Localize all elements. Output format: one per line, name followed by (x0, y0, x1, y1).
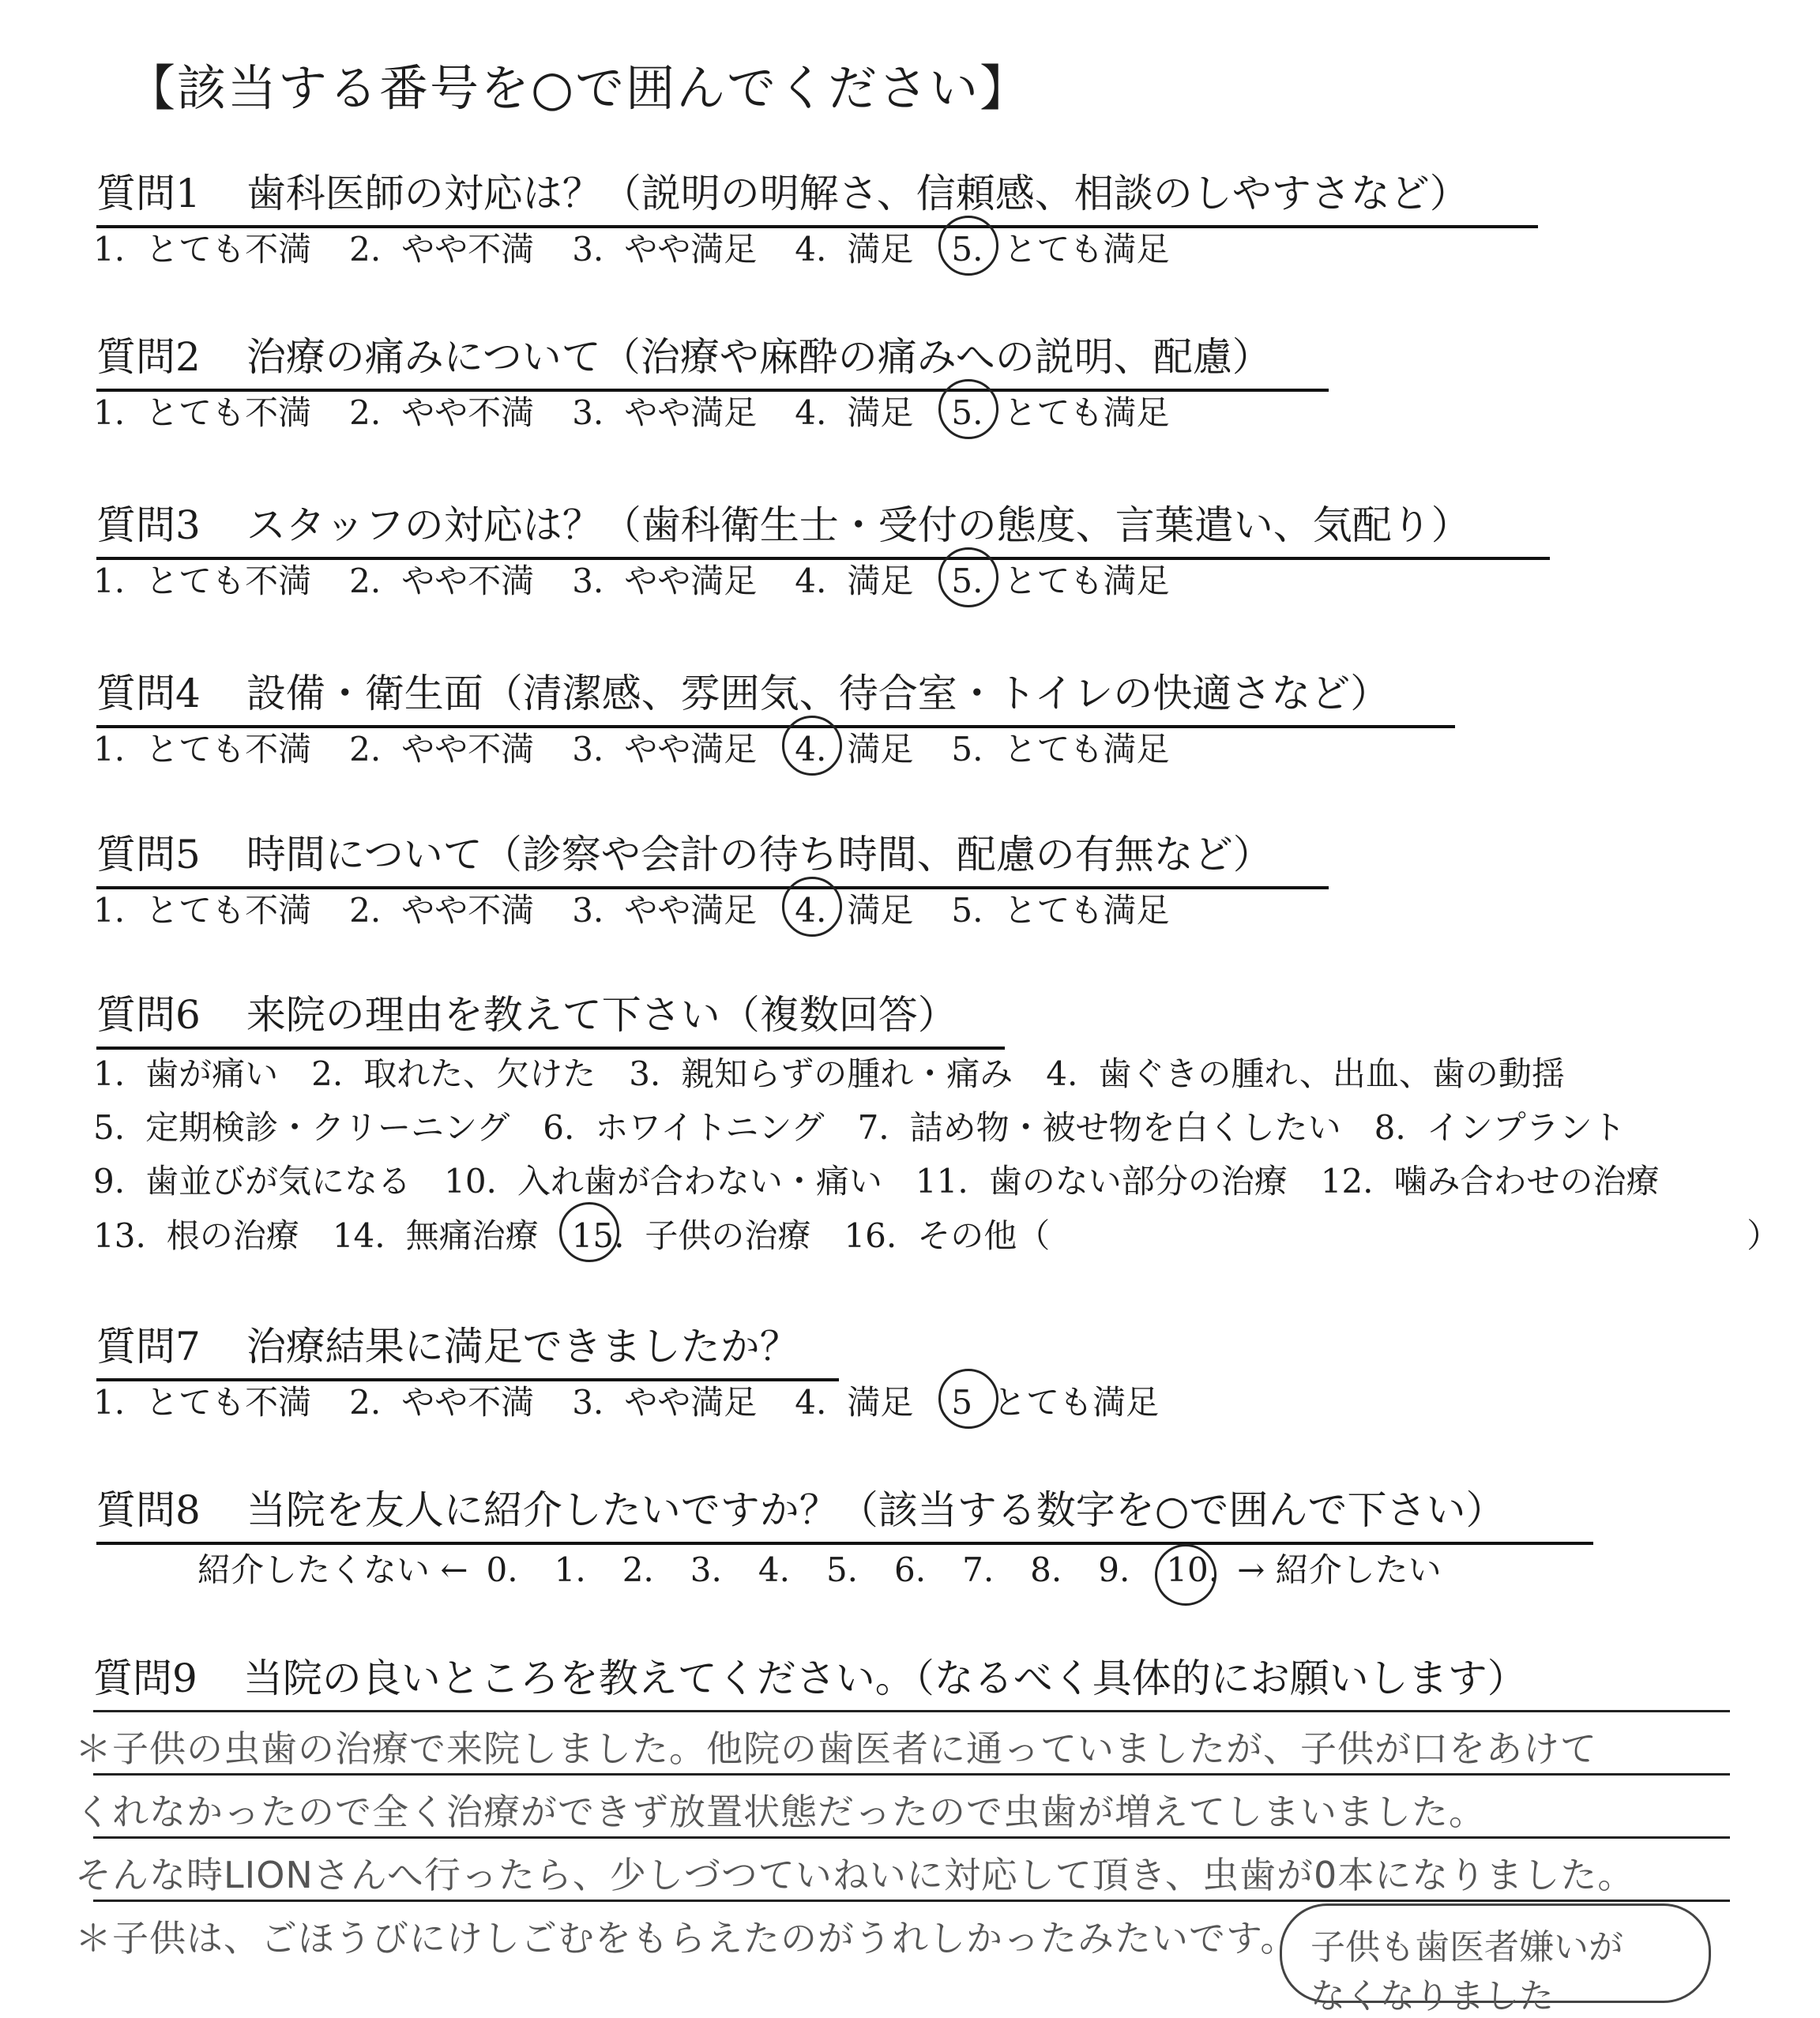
q3-option-label: やや不満 (401, 562, 535, 600)
q5-options (93, 885, 1207, 932)
q6-row2-option-1[interactable] (93, 1102, 510, 1149)
q4-option-1[interactable] (93, 723, 311, 771)
q2-options (93, 387, 1207, 434)
q7-option-1[interactable] (93, 1377, 311, 1424)
q5-option-5[interactable] (951, 885, 1169, 932)
q7-option-number: 1. (93, 1383, 126, 1422)
q8-right-label: → 紹介したい (1237, 1550, 1442, 1589)
q1-option-number: 1. (93, 230, 126, 269)
q8-scale-4[interactable]: 4. (758, 1550, 790, 1589)
q6-row1-options (93, 1048, 1598, 1095)
q6-row1-option-1[interactable] (93, 1048, 278, 1095)
q5-option-number: 1. (93, 891, 126, 930)
q8-scale-7[interactable]: 7. (962, 1550, 995, 1589)
q6-row3-option-number: 12. (1320, 1162, 1374, 1201)
answer-line-2 (93, 1773, 1730, 1776)
q6-row4-option-label: 根の治療 (166, 1216, 299, 1255)
q6-row1-option-number: 4. (1046, 1054, 1078, 1093)
q1-title (96, 162, 1538, 228)
q3-option-5[interactable] (951, 555, 1169, 603)
q4-option-label: 満足 (847, 730, 914, 768)
q1-option-label: 満足 (847, 230, 914, 269)
q1-option-number: 3. (572, 230, 604, 269)
q7-option-label: とても不満 (145, 1383, 312, 1422)
q5-option-label: 満足 (847, 891, 914, 930)
q5-option-label: とても満足 (1003, 891, 1170, 930)
q3-options (93, 555, 1207, 603)
q7-option-label: やや満足 (624, 1383, 758, 1422)
q8-scale-5[interactable]: 5. (825, 1550, 859, 1589)
q8-title (96, 1479, 1593, 1545)
q6-text: 来院の理由を教えて下さい（複数回答） (246, 992, 957, 1038)
q6-row4-option-label: その他（ ） (917, 1216, 1781, 1255)
q6-row1-option-2[interactable] (311, 1048, 596, 1095)
q3-option-number: 4. (795, 562, 827, 600)
q6-row1-option-4[interactable] (1046, 1048, 1565, 1095)
q3-title (96, 494, 1550, 560)
q5-option-label: やや満足 (624, 891, 758, 930)
q9-title (93, 1647, 1527, 1704)
q7-number: 質問7 (96, 1324, 201, 1370)
q6-row3-option-number: 9. (93, 1162, 126, 1201)
q6-row3-option-number: 10. (444, 1162, 497, 1201)
q9-number: 質問9 (93, 1655, 197, 1701)
q6-row1-option-number: 1. (93, 1054, 126, 1093)
handwritten-line-1: ＊子供の虫歯の治療で来院しました。他院の歯医者に通っていましたが、子供が口をあけて (75, 1727, 1597, 1770)
q6-row1-option-number: 2. (311, 1054, 344, 1093)
q1-option-number: 5. (951, 230, 983, 269)
q6-row3-option-1[interactable] (93, 1156, 411, 1203)
q6-row2-option-4[interactable] (1374, 1102, 1626, 1149)
q4-option-number: 5. (951, 730, 983, 768)
q6-row2-option-number: 5. (93, 1108, 126, 1147)
answer-line-3 (93, 1836, 1730, 1839)
q1-option-label: とても不満 (145, 230, 312, 269)
handwritten-line-4: ＊子供は、ごほうびにけしごむをもらえたのがうれしかったみたいです。 (75, 1917, 1298, 1960)
q6-row4-option-number: 16. (844, 1216, 897, 1255)
answer-line-1 (93, 1710, 1730, 1712)
q3-option-label: やや満足 (624, 562, 758, 600)
q6-row4-option-3[interactable] (572, 1210, 811, 1257)
q6-row1-option-label: 歯が痛い (145, 1054, 279, 1093)
q3-number: 質問3 (96, 502, 201, 548)
q7-option-4[interactable] (795, 1377, 913, 1424)
q8-scale-8[interactable]: 8. (1030, 1550, 1062, 1589)
q6-row4-options (93, 1210, 1813, 1257)
q7-option-number: 5 (951, 1383, 973, 1422)
q6-number: 質問6 (96, 992, 201, 1038)
q1-option-number: 2. (349, 230, 382, 269)
q6-row3-option-label: 歯のない部分の治療 (988, 1162, 1288, 1201)
q3-option-3[interactable] (572, 555, 757, 603)
q4-text: 設備・衛生面（清潔感、雰囲気、待合室・トイレの快適さなど） (246, 671, 1390, 716)
q2-option-label: とても不満 (145, 393, 312, 432)
q1-number: 質問1 (96, 171, 201, 216)
q7-option-label: 満足 (847, 1383, 914, 1422)
q5-title (96, 823, 1329, 889)
q6-row3-option-label: 歯並びが気になる (145, 1162, 412, 1201)
q7-option-number: 3. (572, 1383, 604, 1422)
q2-option-label: やや不満 (401, 393, 535, 432)
q4-option-5[interactable] (951, 723, 1169, 771)
q5-option-number: 2. (349, 891, 382, 930)
q3-option-number: 5. (951, 562, 983, 600)
q6-title (96, 983, 1005, 1050)
q7-option-2[interactable] (349, 1377, 534, 1424)
q8-scale-0[interactable]: 0. (486, 1550, 518, 1589)
q1-option-1[interactable] (93, 224, 311, 271)
q4-option-number: 2. (349, 730, 382, 768)
q6-row1-option-label: 取れた、欠けた (363, 1054, 596, 1093)
q1-option-label: やや不満 (401, 230, 535, 269)
q4-title (96, 662, 1455, 728)
q7-options (93, 1377, 1197, 1424)
q6-row4-option-label: 無痛治療 (405, 1216, 539, 1255)
q2-option-label: やや満足 (624, 393, 758, 432)
q6-row2-option-number: 6. (543, 1108, 575, 1147)
q5-option-3[interactable] (572, 885, 757, 932)
q8-scale-1[interactable]: 1. (554, 1550, 586, 1589)
q6-row3-option-2[interactable] (444, 1156, 882, 1203)
q4-option-label: とても不満 (145, 730, 312, 768)
q1-option-label: やや満足 (624, 230, 758, 269)
q5-option-1[interactable] (93, 885, 311, 932)
q4-number: 質問4 (96, 671, 201, 716)
q7-text: 治療結果に満足できましたか？ (246, 1324, 799, 1370)
q3-option-label: 満足 (847, 562, 914, 600)
q2-option-2[interactable] (349, 387, 534, 434)
q6-row2-option-label: ホワイトニング (595, 1108, 825, 1147)
q5-option-number: 3. (572, 891, 604, 930)
q8-scale-10[interactable]: 10. (1166, 1550, 1220, 1589)
q6-row2-option-label: 定期検診・クリーニング (145, 1108, 510, 1147)
q7-option-number: 2. (349, 1383, 382, 1422)
q6-row1-option-3[interactable] (629, 1048, 1013, 1095)
q2-number: 質問2 (96, 334, 201, 380)
q4-option-number: 4. (795, 730, 827, 768)
q2-option-label: 満足 (847, 393, 914, 432)
q8-scale-9[interactable]: 9. (1098, 1550, 1130, 1589)
q5-option-label: とても不満 (145, 891, 312, 930)
q5-option-label: やや不満 (401, 891, 535, 930)
q5-number: 質問5 (96, 832, 201, 877)
q2-option-number: 3. (572, 393, 604, 432)
q2-option-number: 5. (951, 393, 983, 432)
q7-option-label: とても満足 (993, 1383, 1160, 1422)
q6-row4-option-2[interactable] (333, 1210, 539, 1257)
q6-row3-options (93, 1156, 1693, 1203)
q6-row3-option-3[interactable] (916, 1156, 1288, 1203)
q6-row3-option-label: 入れ歯が合わない・痛い (517, 1162, 882, 1201)
q1-option-5[interactable] (951, 224, 1169, 271)
q4-option-label: やや不満 (401, 730, 535, 768)
q9-text: 当院の良いところを教えてください。（なるべく具体的にお願いします） (243, 1655, 1527, 1701)
q2-title (96, 325, 1329, 392)
q6-row2-option-3[interactable] (858, 1102, 1341, 1149)
handwritten-side-note (1280, 1903, 1711, 2016)
q3-option-4[interactable] (795, 555, 913, 603)
side-note-line-2: なくなりました (1310, 1976, 1554, 2016)
q7-option-label: やや不満 (401, 1383, 535, 1422)
q2-option-1[interactable] (93, 387, 311, 434)
q7-option-number: 4. (795, 1383, 827, 1422)
q6-row2-option-2[interactable] (543, 1102, 824, 1149)
q6-row3-option-number: 11. (915, 1162, 968, 1201)
q4-option-4[interactable] (795, 723, 913, 771)
q4-options (93, 723, 1207, 771)
q1-option-label: とても満足 (1003, 230, 1170, 269)
handwritten-line-2: くれなかったので全く治療ができず放置状態だったので虫歯が増えてしまいました。 (75, 1791, 1486, 1833)
q6-row4-option-number: 14. (332, 1216, 385, 1255)
q8-left-label: 紹介したくない ← (197, 1550, 468, 1589)
q7-option-5[interactable] (951, 1377, 1159, 1424)
q6-row2-option-number: 7. (857, 1108, 889, 1147)
q3-text: スタッフの対応は？（歯科衛生士・受付の態度、言葉遣い、気配り） (246, 502, 1471, 548)
page-heading: 【該当する番号を○で囲んでください】 (126, 59, 1031, 117)
q8-scale-6[interactable]: 6. (894, 1550, 927, 1589)
q1-option-3[interactable] (572, 224, 757, 271)
q6-row4-option-label: 子供の治療 (645, 1216, 811, 1255)
q2-option-5[interactable] (951, 387, 1169, 434)
q6-row1-option-label: 親知らずの腫れ・痛み (681, 1054, 1013, 1093)
q4-option-3[interactable] (572, 723, 757, 771)
q5-option-number: 5. (951, 891, 983, 930)
q7-option-3[interactable] (572, 1377, 757, 1424)
q4-option-2[interactable] (349, 723, 534, 771)
q5-option-number: 4. (795, 891, 827, 930)
q3-option-2[interactable] (349, 555, 534, 603)
q2-option-3[interactable] (572, 387, 757, 434)
q3-option-number: 1. (93, 562, 126, 600)
q4-option-label: とても満足 (1003, 730, 1170, 768)
q4-option-number: 3. (572, 730, 604, 768)
q2-option-number: 1. (93, 393, 126, 432)
q3-option-number: 2. (349, 562, 382, 600)
q3-option-number: 3. (572, 562, 604, 600)
q3-option-label: とても不満 (145, 562, 312, 600)
q2-option-number: 4. (795, 393, 827, 432)
q6-row2-option-number: 8. (1374, 1108, 1406, 1147)
q6-row4-option-number: 13. (93, 1216, 146, 1255)
q5-option-2[interactable] (349, 885, 534, 932)
q6-row4-option-number: 15. (571, 1216, 625, 1255)
q1-text: 歯科医師の対応は？（説明の明解さ、信頼感、相談のしやすさなど） (246, 171, 1469, 216)
q3-option-1[interactable] (93, 555, 311, 603)
q2-option-4[interactable] (795, 387, 913, 434)
q4-option-number: 1. (93, 730, 126, 768)
q6-row4-option-4[interactable] (844, 1210, 1780, 1257)
handwritten-line-3: そんな時LIONさんへ行ったら、少しづつていねいに対応して頂き、虫歯が0本になりました。 (75, 1854, 1635, 1896)
side-note-line-1: 子供も歯医者嫌いが (1310, 1927, 1623, 1967)
q8-number: 質問8 (96, 1487, 201, 1533)
q2-option-number: 2. (349, 393, 382, 432)
q5-option-4[interactable] (795, 885, 913, 932)
q8-scale (197, 1544, 1442, 1591)
q6-row3-option-label: 噛み合わせの治療 (1393, 1162, 1660, 1201)
q6-row2-option-label: 詰め物・被せ物を白くしたい (909, 1108, 1341, 1147)
q8-text: 当院を友人に紹介したいですか？（該当する数字を○で囲んで下さい） (246, 1487, 1506, 1533)
q2-option-label: とても満足 (1003, 393, 1170, 432)
q1-option-4[interactable] (795, 224, 913, 271)
q5-text: 時間について（診察や会計の待ち時間、配慮の有無など） (246, 832, 1273, 877)
q1-option-number: 4. (795, 230, 827, 269)
q6-row4-option-1[interactable] (93, 1210, 299, 1257)
q8-scale-3[interactable]: 3. (690, 1550, 722, 1589)
q6-row2-option-label: インプラント (1426, 1108, 1626, 1147)
q6-row1-option-number: 3. (629, 1054, 661, 1093)
q7-title (96, 1315, 839, 1381)
q1-options (93, 224, 1207, 271)
q3-option-label: とても満足 (1003, 562, 1170, 600)
q6-row1-option-label: 歯ぐきの腫れ、出血、歯の動揺 (1098, 1054, 1565, 1093)
q6-row2-options (93, 1102, 1659, 1149)
q2-text: 治療の痛みについて（治療や麻酔の痛みへの説明、配慮） (246, 334, 1272, 380)
q6-row3-option-4[interactable] (1321, 1156, 1660, 1203)
q1-option-2[interactable] (349, 224, 534, 271)
q4-option-label: やや満足 (624, 730, 758, 768)
q8-scale-2[interactable]: 2. (622, 1550, 654, 1589)
answer-line-4 (93, 1900, 1730, 1902)
